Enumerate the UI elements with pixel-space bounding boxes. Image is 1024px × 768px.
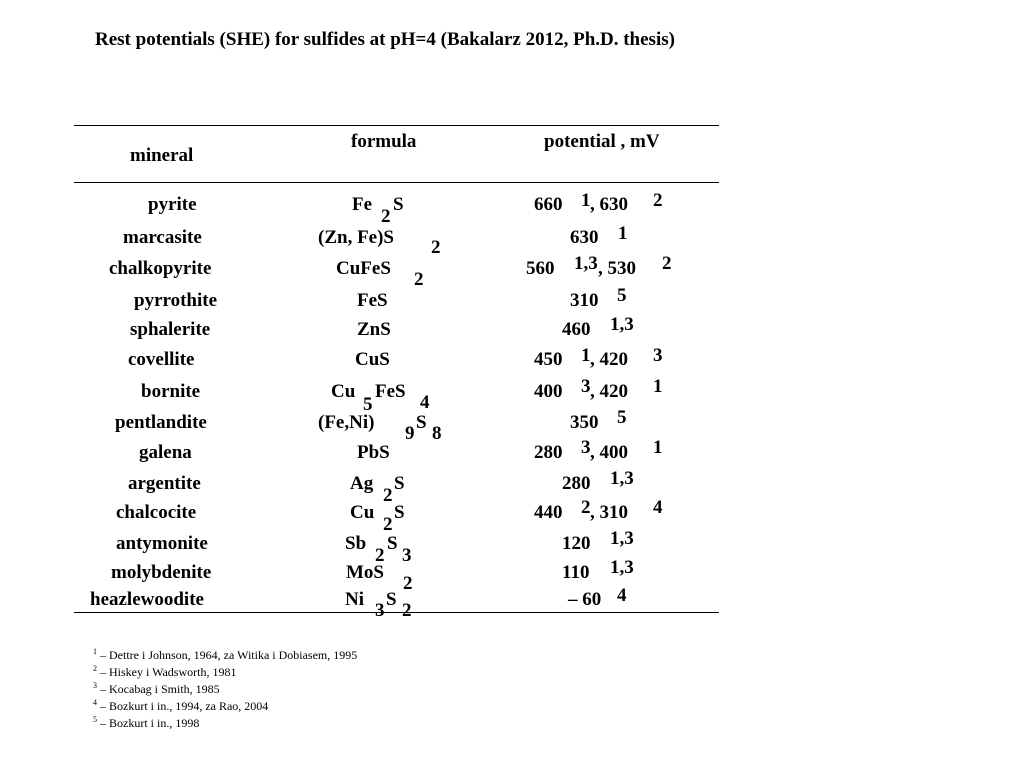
formula-part: CuS — [355, 349, 390, 370]
mineral-name: argentite — [128, 473, 201, 494]
table-header-rule — [74, 182, 719, 183]
formula-subscript: 2 — [431, 237, 441, 258]
formula-part: Fe — [352, 194, 373, 215]
potential-value: , 400 — [590, 442, 628, 463]
formula-part: MoS — [346, 562, 384, 583]
formula-part: Cu — [331, 381, 356, 402]
reference-marker: 1,3 — [610, 557, 634, 578]
formula-subscript: 9 — [405, 423, 415, 444]
footnote-number: 5 — [93, 715, 97, 724]
potential-value: 450 — [534, 349, 563, 370]
formula-subscript: 2 — [402, 600, 412, 621]
reference-marker: 1 — [653, 376, 663, 397]
formula-part: FeS — [357, 290, 388, 311]
potential-value: , 420 — [590, 349, 628, 370]
formula-subscript: 3 — [375, 600, 385, 621]
mineral-name: bornite — [141, 381, 201, 402]
formula-subscript: 2 — [381, 206, 391, 227]
mineral-name: antymonite — [116, 533, 208, 554]
footnote — [93, 648, 357, 663]
formula-part: S — [393, 194, 404, 215]
formula-part: S — [416, 412, 427, 433]
mineral-name: molybdenite — [111, 562, 212, 583]
formula-subscript: 8 — [432, 423, 442, 444]
reference-marker: 1,3 — [574, 253, 598, 274]
formula-subscript: 5 — [363, 394, 373, 415]
footnote — [93, 665, 236, 680]
formula-part: S — [394, 473, 405, 494]
footnote — [93, 716, 199, 731]
potential-value: 440 — [534, 502, 563, 523]
reference-marker: 3 — [581, 376, 591, 397]
footnote-text: – Bozkurt i in., 1998 — [97, 716, 200, 730]
footnote-number: 1 — [93, 647, 97, 656]
formula-subscript: 2 — [403, 573, 413, 594]
mineral-name: chalkopyrite — [109, 258, 212, 279]
potential-value: , 310 — [590, 502, 628, 523]
potential-value: 460 — [562, 319, 591, 340]
potential-value: 660 — [534, 194, 563, 215]
reference-marker: 1 — [618, 223, 628, 244]
table-top-rule — [74, 125, 719, 126]
mineral-name: pyrite — [148, 194, 197, 215]
formula-part: (Fe,Ni) — [318, 412, 375, 433]
potential-value: 280 — [534, 442, 563, 463]
mineral-name: galena — [139, 442, 192, 463]
reference-marker: 1 — [581, 345, 591, 366]
mineral-name: marcasite — [123, 227, 202, 248]
potential-value: 400 — [534, 381, 563, 402]
formula-part: (Zn, Fe)S — [318, 227, 394, 248]
footnote — [93, 682, 220, 697]
formula-part: S — [387, 533, 398, 554]
footnote-number: 3 — [93, 681, 97, 690]
formula-part: Cu — [350, 502, 375, 523]
footnote-text: – Bozkurt i in., 1994, za Rao, 2004 — [97, 699, 269, 713]
reference-marker: 1 — [653, 437, 663, 458]
formula-subscript: 2 — [375, 545, 385, 566]
potential-value: , 630 — [590, 194, 628, 215]
formula-subscript: 2 — [414, 269, 424, 290]
mineral-name: heazlewoodite — [90, 589, 204, 610]
footnote-text: – Kocabag i Smith, 1985 — [97, 682, 220, 696]
formula-subscript: 2 — [383, 485, 393, 506]
table-bottom-rule — [74, 612, 719, 613]
header-potential: potential , mV — [544, 131, 660, 152]
potential-value: , 420 — [590, 381, 628, 402]
formula-part: CuFeS — [336, 258, 391, 279]
formula-part: FeS — [375, 381, 406, 402]
reference-marker: 4 — [617, 585, 627, 606]
formula-part: PbS — [357, 442, 390, 463]
potential-value: 560 — [526, 258, 555, 279]
potential-value: 280 — [562, 473, 591, 494]
reference-marker: 3 — [653, 345, 663, 366]
potential-value: 120 — [562, 533, 591, 554]
potential-value: 310 — [570, 290, 599, 311]
formula-part: Sb — [345, 533, 367, 554]
mineral-name: sphalerite — [130, 319, 211, 340]
reference-marker: 1,3 — [610, 528, 634, 549]
formula-subscript: 3 — [402, 545, 412, 566]
reference-marker: 5 — [617, 407, 627, 428]
formula-part: Ag — [350, 473, 374, 494]
reference-marker: 2 — [662, 253, 672, 274]
footnote-number: 4 — [93, 698, 97, 707]
footnote-text: – Dettre i Johnson, 1964, za Witika i Dobiasem, 1995 — [97, 648, 358, 662]
reference-marker: 2 — [653, 190, 663, 211]
reference-marker: 4 — [653, 497, 663, 518]
formula-subscript: 2 — [383, 514, 393, 535]
reference-marker: 5 — [617, 285, 627, 306]
reference-marker: 2 — [581, 497, 591, 518]
mineral-name: pentlandite — [115, 412, 207, 433]
formula-part: ZnS — [357, 319, 391, 340]
footnote — [93, 699, 268, 714]
formula-part: Ni — [345, 589, 364, 610]
formula-part: S — [394, 502, 405, 523]
header-mineral: mineral — [130, 145, 194, 166]
mineral-name: covellite — [128, 349, 195, 370]
reference-marker: 1 — [581, 190, 591, 211]
footnote-text: – Hiskey i Wadsworth, 1981 — [97, 665, 237, 679]
mineral-name: chalcocite — [116, 502, 197, 523]
potential-value: 350 — [570, 412, 599, 433]
potential-value: 110 — [562, 562, 590, 583]
header-formula: formula — [351, 131, 417, 152]
formula-part: S — [386, 589, 397, 610]
potential-value: , 530 — [598, 258, 636, 279]
page-title: Rest potentials (SHE) for sulfides at pH=4 (Bakalarz 2012, Ph.D. thesis) — [95, 29, 675, 50]
potential-value: – 60 — [568, 589, 602, 610]
mineral-name: pyrrothite — [134, 290, 218, 311]
reference-marker: 1,3 — [610, 468, 634, 489]
formula-subscript: 4 — [420, 392, 430, 413]
reference-marker: 1,3 — [610, 314, 634, 335]
footnote-number: 2 — [93, 664, 97, 673]
reference-marker: 3 — [581, 437, 591, 458]
potential-value: 630 — [570, 227, 599, 248]
